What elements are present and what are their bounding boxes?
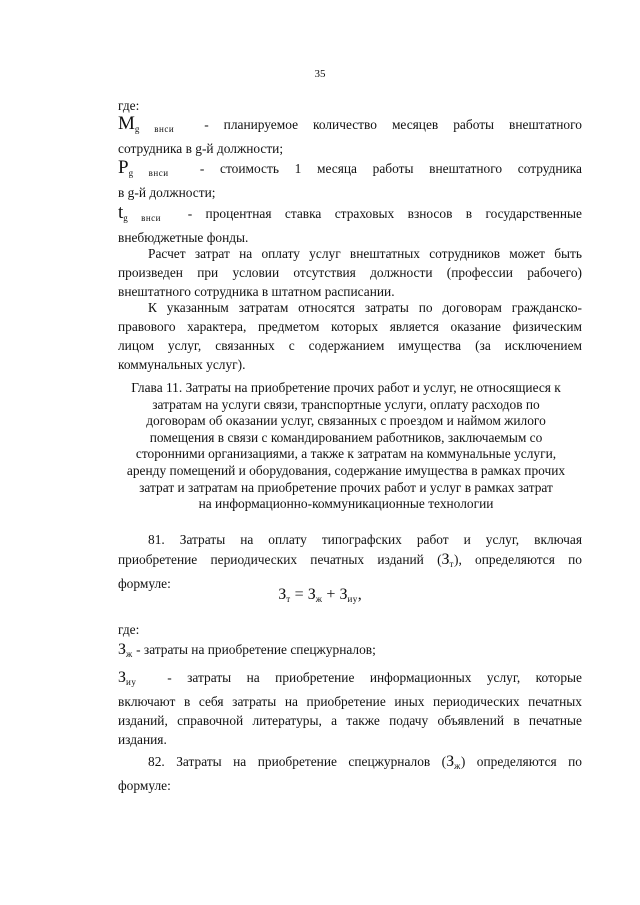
chapter-heading: Глава 11. Затраты на приобретение прочих работ и услуг, не относящиеся к затратам на услуги связи, транспортные услуги, оплату расходов по договорам об оказании услуг, связанных с проездом и наймом жилого помещения в связи с командированием работников, заключаемым со сторонними организациями, а также к затратам на коммунальные услуги, аренду помещений и оборудования, содержание имущества в рамках прочих затрат и затратам на приобретение прочих работ и услуг в рамках затрат на информационно-коммуникационные технологии xyxy=(126,380,566,512)
symbol-m: M xyxy=(118,113,135,134)
definition-t-line1: $t_{g внси}$ - процентная ставка страховых взносов в государственные xyxy=(118,202,582,223)
paragraph-82: 82. Затраты на приобретение спецжурналов $(З_ж)$ определяются по формуле: xyxy=(118,753,582,793)
where-label-1: где: xyxy=(118,98,140,113)
definition-m-line1: $M_{g внси}$ - планируемое количество месяцев работы внештатного xyxy=(118,113,582,134)
definition-t-line2: внебюджетные фонды. xyxy=(118,230,249,245)
definition-t xyxy=(118,203,582,247)
where-label-2: где: xyxy=(118,622,140,637)
symbol-p: P xyxy=(118,157,129,178)
paragraph-calculation: Расчет затрат на оплату услуг внештатных сотрудников может быть произведен при условии отсутствия должности (профессии рабочего) внештатного сотрудника в штатном расписании. xyxy=(118,246,582,299)
paragraph-81: 81. Затраты на оплату типографских работ и услуг, включая приобретение периодических печатных изданий $(З_т)$, определяются по формуле: xyxy=(118,532,582,591)
definition-p-line2: в g-й должности; xyxy=(118,185,216,200)
definition-iu: $З_{иу}$ - затраты на приобретение информационных услуг, которые включают в себя затраты на приобретение иных периодических печатных изданий, справочной литературы, а также подачу объявлений в печатные издания. xyxy=(118,669,582,747)
paragraph-contracts: К указанным затратам относятся затраты по договорам гражданско- правового характера, предметом которых является оказание физическим лицом услуг, связанных с содержанием имущества (за исключением коммунальных услуг). xyxy=(118,300,582,372)
definition-p-line1: $P_{g внси}$ - стоимость 1 месяца работы внештатного сотрудника xyxy=(118,157,582,178)
symbol-t: t xyxy=(118,202,124,223)
paragraph-81-line2: приобретение периодических печатных изданий $(З_т)$, определяются по xyxy=(118,551,582,569)
formula-zt: $З_т = З_ж + З_{иу}$, xyxy=(278,586,362,604)
definition-zh: $З_ж$ - затраты на приобретение спецжурналов; xyxy=(118,641,376,659)
definition-p xyxy=(118,158,582,202)
page-number: 35 xyxy=(314,68,326,80)
definition-m-line2: сотрудника в g-й должности; xyxy=(118,141,284,156)
definition-m xyxy=(118,114,582,158)
